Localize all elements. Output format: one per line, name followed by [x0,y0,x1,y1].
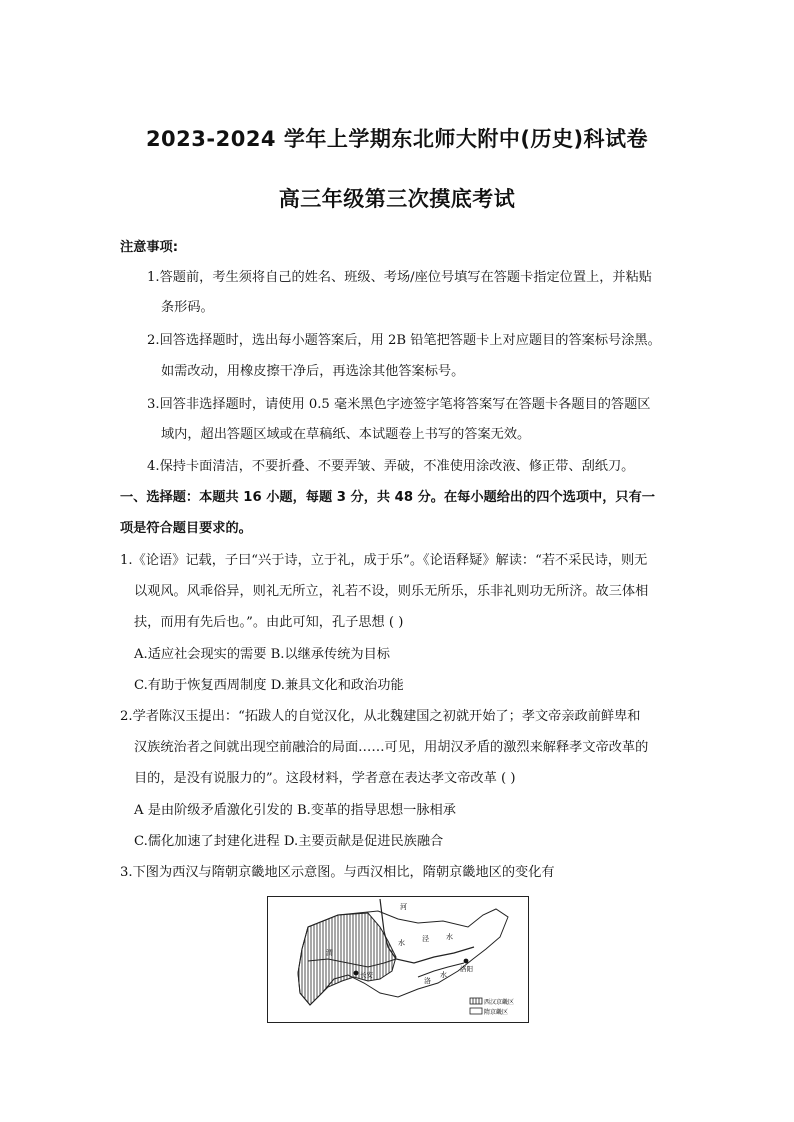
notice-heading: 注意事项: [120,240,179,255]
question-line: 3.下图为西汉与隋朝京畿地区示意图。与西汉相比，隋朝京畿地区的变化有 [120,865,555,880]
notice-line: 1.答题前，考生须将自己的姓名、班级、考场/座位号填写在答题卡指定位置上，并粘贴 [147,270,652,285]
section-line: 项是符合题目要求的。 [120,521,252,536]
changan-marker [354,971,359,976]
notice-line: 3.回答非选择题时，请使用 0.5 毫米黑色字迹签字笔将答案写在答题卡各题目的答题区 [147,397,651,412]
map-label-river: 水 [398,939,405,947]
option-line: A 是由阶级矛盾激化引发的 B.变革的指导思想一脉相承 [134,803,456,818]
legend-label: 隋京畿区 [484,1009,509,1016]
option-line: A.适应社会现实的需要 B.以继承传统为目标 [134,647,390,662]
map-label-river: 河 [400,903,407,911]
question-line: 以观风。风乖俗异，则礼无所立，礼若不设，则乐无所乐，乐非礼则功无所济。故三体相 [134,584,649,599]
option-line: C.有助于恢复西周制度 D.兼具文化和政治功能 [134,678,404,693]
map-label-river: 渭 [326,949,333,957]
map-label-city: 长安 [360,971,373,979]
question-line: 1.《论语》记载，子曰“兴于诗，立于礼，成于乐”。《论语释疑》解读：“若不采民诗，则无 [120,553,648,568]
legend-swatch-han [470,998,482,1004]
question-line: 扶，而用有先后也。”。由此可知，孔子思想 ( ) [134,615,404,630]
map-label-city: 洛阳 [460,965,473,973]
question-line: 汉族统治者之间就出现空前融洽的局面……可见，用胡汉矛盾的激烈来解释孝文帝改革的 [134,740,649,755]
question-line: 2.学者陈汉玉提出：“拓跋人的自觉汉化，从北魏建国之初就开始了；孝文帝亲政前鲜卑和 [120,709,641,724]
notice-line: 如需改动，用橡皮擦干净后，再选涂其他答案标号。 [161,364,465,379]
page-title: 2023-2024 学年上学期东北师大附中(历史)科试卷 [145,127,649,151]
map-figure [267,896,529,1023]
section-line: 一、选择题：本题共 16 小题，每题 3 分，共 48 分。在每小题给出的四个选项中，只有一 [120,490,655,505]
map-svg [268,897,528,1022]
page-subtitle: 高三年级第三次摸底考试 [278,187,516,211]
notice-line: 域内，超出答题区域或在草稿纸、本试题卷上书写的答案无效。 [161,427,531,442]
notice-line: 4.保持卡面清洁，不要折叠、不要弄皱、弄破，不准使用涂改液、修正带、刮纸刀。 [147,459,635,474]
legend-swatch-sui [470,1008,482,1014]
map-label-river: 水 [440,971,447,979]
option-line: C.儒化加速了封建化进程 D.主要贡献是促进民族融合 [134,834,444,849]
legend-label: 西汉京畿区 [484,999,515,1006]
question-line: 目的，是没有说服力的”。这段材料，学者意在表达孝文帝改革 ( ) [134,771,516,786]
map-label-river: 水 [446,933,453,941]
luoyang-marker [464,959,469,964]
notice-line: 条形码。 [161,300,214,315]
notice-line: 2.回答选择题时，选出每小题答案后，用 2B 铅笔把答题卡上对应题目的答案标号涂黑。 [147,333,661,348]
map-label-river: 洛 [424,977,431,985]
map-label-river: 泾 [422,935,429,943]
